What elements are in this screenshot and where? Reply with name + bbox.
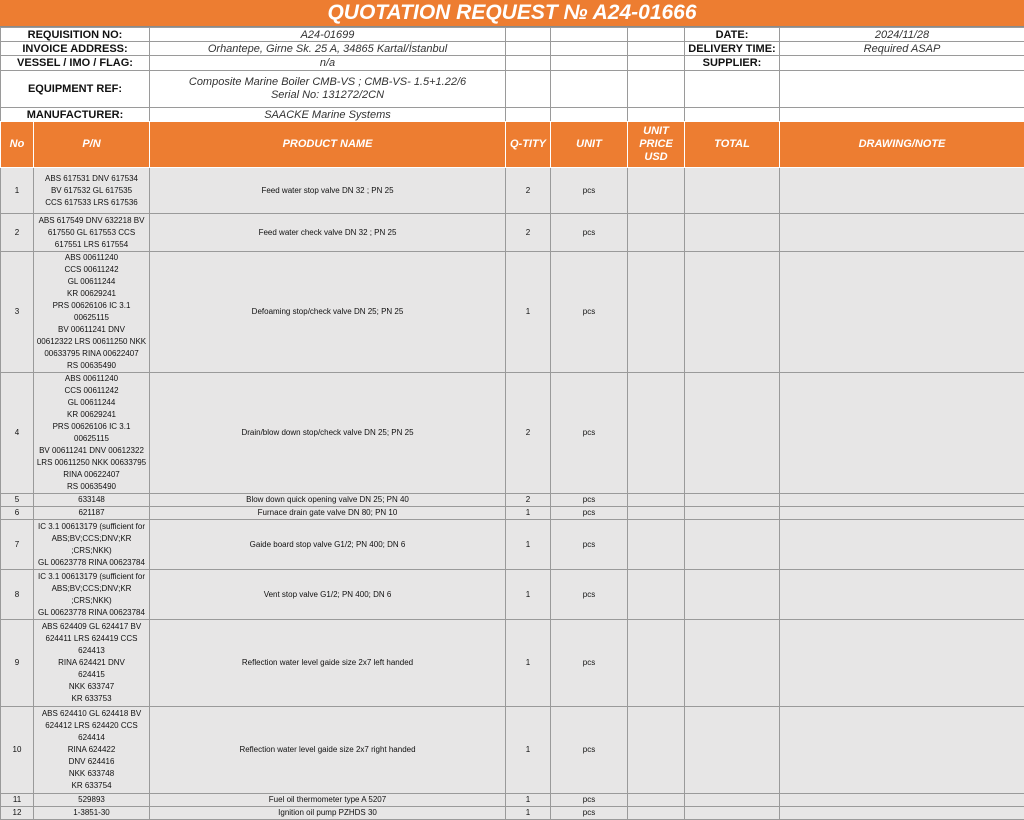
table-row <box>1 707 1024 794</box>
row-unit[interactable]: pcs <box>551 373 628 494</box>
row-unit[interactable]: pcs <box>551 252 628 373</box>
row-total[interactable] <box>685 373 780 494</box>
row-unit-price[interactable] <box>628 620 685 707</box>
row-unit-price[interactable] <box>628 707 685 794</box>
row-drawing-note[interactable] <box>780 373 1024 494</box>
col-header-unit-price: UNIT PRICE USD <box>628 122 685 168</box>
vessel-label: VESSEL / IMO / FLAG: <box>1 56 150 71</box>
row-drawing-note[interactable] <box>780 570 1024 620</box>
row-no[interactable]: 1 <box>1 168 34 214</box>
row-qty[interactable]: 2 <box>506 214 551 252</box>
col-header-unit: UNIT <box>551 122 628 168</box>
row-unit[interactable]: pcs <box>551 520 628 570</box>
row-drawing-note[interactable] <box>780 620 1024 707</box>
table-row <box>1 507 1024 520</box>
row-no[interactable]: 7 <box>1 520 34 570</box>
row-product-name[interactable]: Vent stop valve G1/2; PN 400; DN 6 <box>150 570 506 620</box>
equipment-ref-value[interactable] <box>150 71 506 108</box>
row-qty[interactable]: 1 <box>506 507 551 520</box>
row-unit-price[interactable] <box>628 520 685 570</box>
row-unit-price[interactable] <box>628 214 685 252</box>
row-no[interactable]: 9 <box>1 620 34 707</box>
supplier-value[interactable] <box>780 56 1024 71</box>
row-product-name[interactable]: Furnace drain gate valve DN 80; PN 10 <box>150 507 506 520</box>
col-header-qty: Q-TITY <box>506 122 551 168</box>
row-drawing-note[interactable] <box>780 794 1024 807</box>
row-total[interactable] <box>685 620 780 707</box>
info-block <box>0 27 1024 122</box>
delivery-time-value[interactable]: Required ASAP <box>780 42 1024 56</box>
row-pn[interactable]: IC 3.1 00613179 (sufficient for ABS;BV;CCS;DNV;KR ;CRS;NKK) GL 00623778 RINA 00623784 <box>34 570 150 620</box>
delivery-time-label: DELIVERY TIME: <box>685 42 780 56</box>
row-unit[interactable]: pcs <box>551 168 628 214</box>
row-product-name[interactable]: Drain/blow down stop/check valve DN 25; PN 25 <box>150 373 506 494</box>
manufacturer-label: MANUFACTURER: <box>1 108 150 122</box>
row-no[interactable]: 12 <box>1 807 34 820</box>
row-pn[interactable]: ABS 617549 DNV 632218 BV 617550 GL 617553 CCS 617551 LRS 617554 <box>34 214 150 252</box>
table-row <box>1 620 1024 707</box>
date-value[interactable]: 2024/11/28 <box>780 28 1024 42</box>
row-unit-price[interactable] <box>628 570 685 620</box>
row-qty[interactable]: 1 <box>506 520 551 570</box>
row-pn[interactable]: 633148 <box>34 494 150 507</box>
row-product-name[interactable]: Reflection water level gaide size 2x7 right handed <box>150 707 506 794</box>
row-drawing-note[interactable] <box>780 507 1024 520</box>
row-unit-price[interactable] <box>628 252 685 373</box>
row-no[interactable]: 8 <box>1 570 34 620</box>
row-unit[interactable]: pcs <box>551 214 628 252</box>
row-total[interactable] <box>685 507 780 520</box>
row-qty[interactable]: 1 <box>506 807 551 820</box>
row-qty[interactable]: 2 <box>506 373 551 494</box>
row-pn[interactable]: 621187 <box>34 507 150 520</box>
row-no[interactable]: 10 <box>1 707 34 794</box>
equipment-ref-line1: Composite Marine Boiler CMB-VS ; CMB-VS- 1.5+1.22/6 <box>150 76 505 89</box>
row-product-name[interactable]: Reflection water level gaide size 2x7 left handed <box>150 620 506 707</box>
manufacturer-value[interactable]: SAACKE Marine Systems <box>150 108 506 122</box>
date-label: DATE: <box>685 28 780 42</box>
table-row <box>1 520 1024 570</box>
row-unit[interactable]: pcs <box>551 807 628 820</box>
row-pn[interactable]: ABS 00611240 CCS 00611242 GL 00611244 KR 00629241 PRS 00626106 IC 3.1 00625115 BV 00611241 DNV 00612322 LRS 00611250 NKK 00633795 RINA 00622407 RS 00635490 <box>34 373 150 494</box>
row-unit-price[interactable] <box>628 794 685 807</box>
table-row <box>1 794 1024 807</box>
equipment-ref-line2: Serial No: 131272/2CN <box>150 89 505 102</box>
row-pn[interactable]: ABS 00611240 CCS 00611242 GL 00611244 KR 00629241 PRS 00626106 IC 3.1 00625115 BV 00611241 DNV 00612322 LRS 00611250 NKK 00633795 RINA 00622407 RS 00635490 <box>34 252 150 373</box>
vessel-value[interactable]: n/a <box>150 56 506 71</box>
row-product-name[interactable]: Blow down quick opening valve DN 25; PN 40 <box>150 494 506 507</box>
col-header-product-name: PRODUCT NAME <box>150 122 506 168</box>
invoice-address-value[interactable]: Orhantepe, Girne Sk. 25 A, 34865 Kartal/İstanbul <box>150 42 506 56</box>
row-no[interactable]: 4 <box>1 373 34 494</box>
row-no[interactable]: 5 <box>1 494 34 507</box>
row-unit[interactable]: pcs <box>551 794 628 807</box>
row-total[interactable] <box>685 168 780 214</box>
row-unit[interactable]: pcs <box>551 570 628 620</box>
row-no[interactable]: 6 <box>1 507 34 520</box>
row-qty[interactable]: 1 <box>506 252 551 373</box>
row-qty[interactable]: 1 <box>506 707 551 794</box>
table-row <box>1 807 1024 820</box>
row-unit-price[interactable] <box>628 807 685 820</box>
row-product-name[interactable]: Gaide board stop valve G1/2; PN 400; DN 6 <box>150 520 506 570</box>
row-pn[interactable]: ABS 617531 DNV 617534 BV 617532 GL 617535 CCS 617533 LRS 617536 <box>34 168 150 214</box>
supplier-label: SUPPLIER: <box>685 56 780 71</box>
row-pn[interactable]: ABS 624410 GL 624418 BV 624412 LRS 624420 CCS 624414 RINA 624422 DNV 624416 NKK 633748 KR 633754 <box>34 707 150 794</box>
page-title: QUOTATION REQUEST № A24-01666 <box>0 0 1024 27</box>
row-total[interactable] <box>685 494 780 507</box>
row-unit-price[interactable] <box>628 373 685 494</box>
table-row <box>1 494 1024 507</box>
row-no[interactable]: 2 <box>1 214 34 252</box>
row-drawing-note[interactable] <box>780 520 1024 570</box>
row-drawing-note[interactable] <box>780 168 1024 214</box>
row-product-name[interactable]: Feed water stop valve DN 32 ; PN 25 <box>150 168 506 214</box>
col-header-drawing-note: DRAWING/NOTE <box>780 122 1024 168</box>
table-row <box>1 252 1024 373</box>
table-row <box>1 373 1024 494</box>
row-drawing-note[interactable] <box>780 494 1024 507</box>
row-no[interactable]: 11 <box>1 794 34 807</box>
requisition-label: REQUISITION NO: <box>1 28 150 42</box>
row-total[interactable] <box>685 252 780 373</box>
row-drawing-note[interactable] <box>780 252 1024 373</box>
row-qty[interactable]: 1 <box>506 794 551 807</box>
table-row <box>1 570 1024 620</box>
row-drawing-note[interactable] <box>780 807 1024 820</box>
row-qty[interactable]: 1 <box>506 570 551 620</box>
row-unit-price[interactable] <box>628 494 685 507</box>
row-total[interactable] <box>685 520 780 570</box>
row-unit-price[interactable] <box>628 507 685 520</box>
table-row <box>1 214 1024 252</box>
row-total[interactable] <box>685 794 780 807</box>
row-product-name[interactable]: Ignition oil pump PZHDS 30 <box>150 807 506 820</box>
requisition-value[interactable]: A24-01699 <box>150 28 506 42</box>
table-row <box>1 168 1024 214</box>
items-table <box>0 121 1024 820</box>
row-qty[interactable]: 2 <box>506 168 551 214</box>
row-unit[interactable]: pcs <box>551 507 628 520</box>
row-pn[interactable]: IC 3.1 00613179 (sufficient for ABS;BV;CCS;DNV;KR ;CRS;NKK) GL 00623778 RINA 00623784 <box>34 520 150 570</box>
row-total[interactable] <box>685 570 780 620</box>
invoice-address-label: INVOICE ADDRESS: <box>1 42 150 56</box>
row-unit-price[interactable] <box>628 168 685 214</box>
row-pn[interactable]: ABS 624409 GL 624417 BV 624411 LRS 624419 CCS 624413 RINA 624421 DNV 624415 NKK 633747 KR 633753 <box>34 620 150 707</box>
row-total[interactable] <box>685 807 780 820</box>
row-unit[interactable]: pcs <box>551 620 628 707</box>
row-product-name[interactable]: Fuel oil thermometer type A 5207 <box>150 794 506 807</box>
row-drawing-note[interactable] <box>780 214 1024 252</box>
row-total[interactable] <box>685 707 780 794</box>
equipment-ref-label: EQUIPMENT REF: <box>1 71 150 108</box>
row-unit[interactable]: pcs <box>551 494 628 507</box>
row-qty[interactable]: 2 <box>506 494 551 507</box>
row-total[interactable] <box>685 214 780 252</box>
col-header-pn: P/N <box>34 122 150 168</box>
row-pn[interactable]: 529893 <box>34 794 150 807</box>
row-drawing-note[interactable] <box>780 707 1024 794</box>
row-no[interactable]: 3 <box>1 252 34 373</box>
row-product-name[interactable]: Defoaming stop/check valve DN 25; PN 25 <box>150 252 506 373</box>
row-unit[interactable]: pcs <box>551 707 628 794</box>
col-header-total: TOTAL <box>685 122 780 168</box>
row-product-name[interactable]: Feed water check valve DN 32 ; PN 25 <box>150 214 506 252</box>
row-qty[interactable]: 1 <box>506 620 551 707</box>
row-pn[interactable]: 1-3851-30 <box>34 807 150 820</box>
col-header-no: No <box>1 122 34 168</box>
